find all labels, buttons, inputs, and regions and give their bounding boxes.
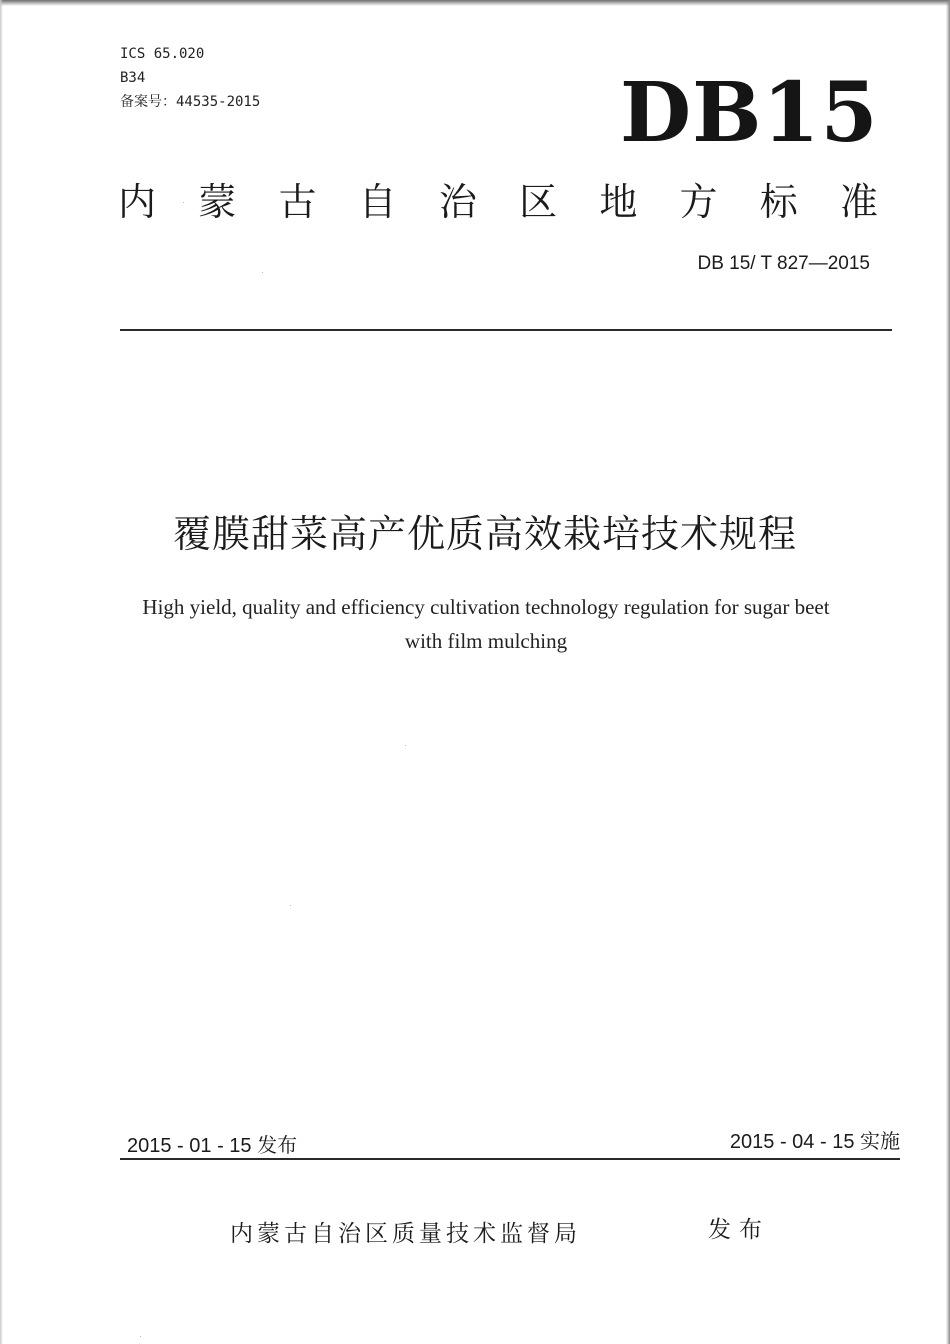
footer-divider [120, 1158, 900, 1160]
filing-number: 备案号：44535-2015 [120, 94, 261, 110]
class-code: B34 [120, 70, 146, 86]
issuing-authority: 内蒙古自治区质量技术监督局 [230, 1221, 581, 1247]
standard-type-char: 准 [839, 180, 878, 224]
chinese-title: 覆膜甜菜高产优质高效栽培技术规程 [172, 512, 797, 556]
standard-type-char: 古 [278, 180, 317, 224]
scan-speck [405, 745, 406, 746]
issue-label: 发布 [708, 1217, 770, 1243]
standard-type-char: 标 [759, 180, 798, 224]
scan-edge-right [946, 0, 950, 1344]
standard-number: DB 15/ T 827—2015 [697, 253, 870, 274]
standard-type-char: 自 [358, 180, 397, 224]
standard-type-char: 治 [438, 180, 477, 224]
standard-type-heading [118, 176, 878, 228]
scan-edge-top [0, 0, 950, 6]
standard-type-char: 蒙 [198, 180, 237, 224]
ics-code: ICS 65.020 [120, 46, 205, 62]
standard-type-char: 地 [599, 180, 638, 224]
release-date: 2015 - 01 - 15 发布 [127, 1135, 298, 1157]
standard-type-char: 区 [519, 180, 558, 224]
scan-speck [140, 1336, 141, 1337]
db15-logo: DB15 [620, 65, 879, 161]
standard-type-char: 方 [679, 180, 718, 224]
scan-edge-left [0, 0, 3, 1344]
english-title [110, 590, 862, 658]
english-title-line-2: with film mulching [404, 629, 568, 653]
implementation-date: 2015 - 04 - 15 实施 [729, 1131, 900, 1153]
scan-speck [262, 272, 263, 273]
scan-speck [183, 202, 184, 203]
scan-speck [290, 905, 291, 906]
english-title-line-1: High yield, quality and efficiency cultivation technology regulation for sugar beet [142, 595, 830, 619]
standard-type-char: 内 [118, 180, 157, 224]
header-divider [120, 329, 892, 331]
classification-block [120, 42, 260, 114]
